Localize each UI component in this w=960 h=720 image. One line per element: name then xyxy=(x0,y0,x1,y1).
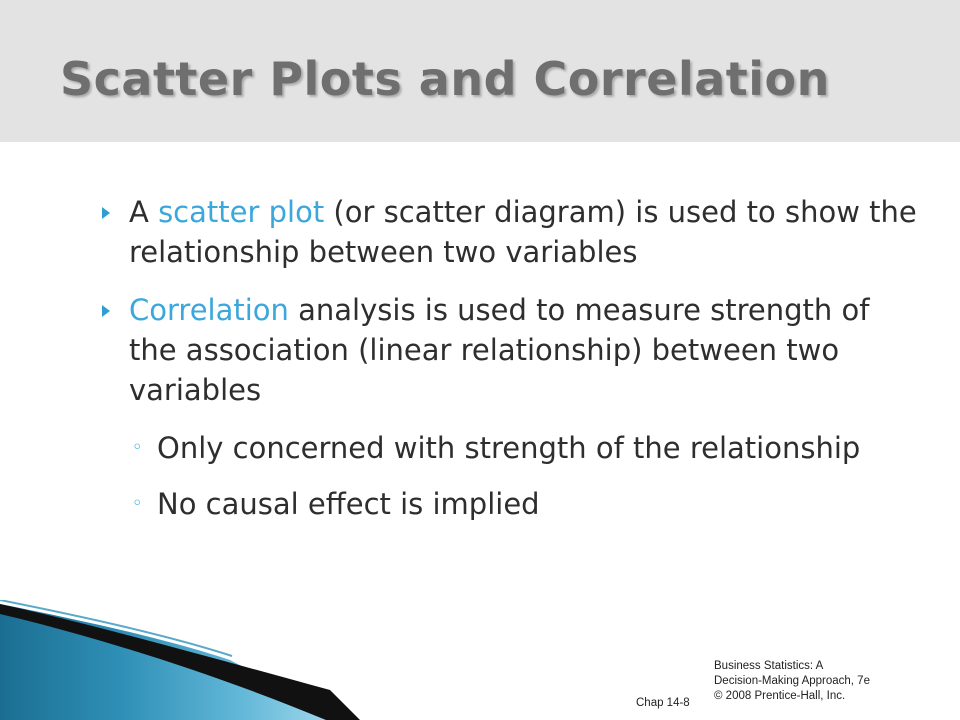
bullet-text-after: (or scatter diagram) is used to show the relationship between two variables xyxy=(129,195,917,269)
bullet-text-after: analysis is used to measure strength of the association (linear relationship) between two variables xyxy=(129,293,870,407)
footer-credit-line: Decision-Making Approach, 7e xyxy=(714,675,870,687)
bullet-list xyxy=(100,192,920,540)
triangle-right-icon xyxy=(102,305,110,317)
sub-bullet-text: Only concerned with strength of the relationship xyxy=(157,431,861,465)
footer-chapter: Chap 14-8 xyxy=(636,697,690,709)
bullet-highlight-term: scatter plot xyxy=(158,195,325,229)
footer-credit-line: © 2008 Prentice-Hall, Inc. xyxy=(714,690,846,702)
sub-bullet-causal xyxy=(100,484,920,524)
bullet-scatter-plot xyxy=(100,192,920,272)
footer-credit-line: Business Statistics: A xyxy=(714,660,824,672)
small-circle-icon: ◦ xyxy=(132,493,143,514)
small-circle-icon: ◦ xyxy=(132,437,143,458)
sub-bullet-strength xyxy=(100,428,920,468)
slide-title: Scatter Plots and Correlation xyxy=(60,52,830,106)
bullet-highlight-term: Correlation xyxy=(129,293,289,327)
triangle-right-icon xyxy=(102,207,110,219)
bullet-text-before: A xyxy=(129,195,159,229)
sub-bullet-text: No causal effect is implied xyxy=(157,487,540,521)
footer-credit xyxy=(714,659,870,704)
bullet-correlation xyxy=(100,290,920,410)
